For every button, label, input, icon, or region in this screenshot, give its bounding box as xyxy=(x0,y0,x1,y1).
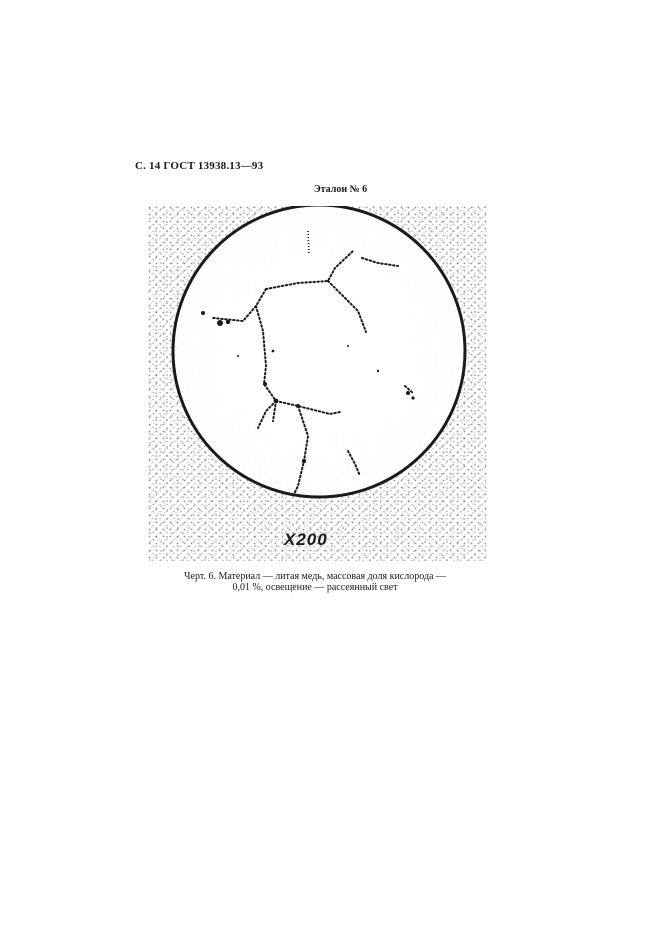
magnification-label: X200 xyxy=(284,530,328,549)
figure-caption xyxy=(150,571,480,593)
standard-title: Эталон № 6 xyxy=(313,184,368,195)
micrograph-image xyxy=(148,206,486,561)
page-header: С. 14 ГОСТ 13938.13—93 xyxy=(135,160,264,172)
micrograph-figure xyxy=(148,206,486,561)
caption-line-1: Черт. 6. Материал — литая медь, массовая доля кислорода — xyxy=(184,571,446,582)
caption-line-2: 0,01 %, освещение — рассеянный свет xyxy=(232,582,398,593)
